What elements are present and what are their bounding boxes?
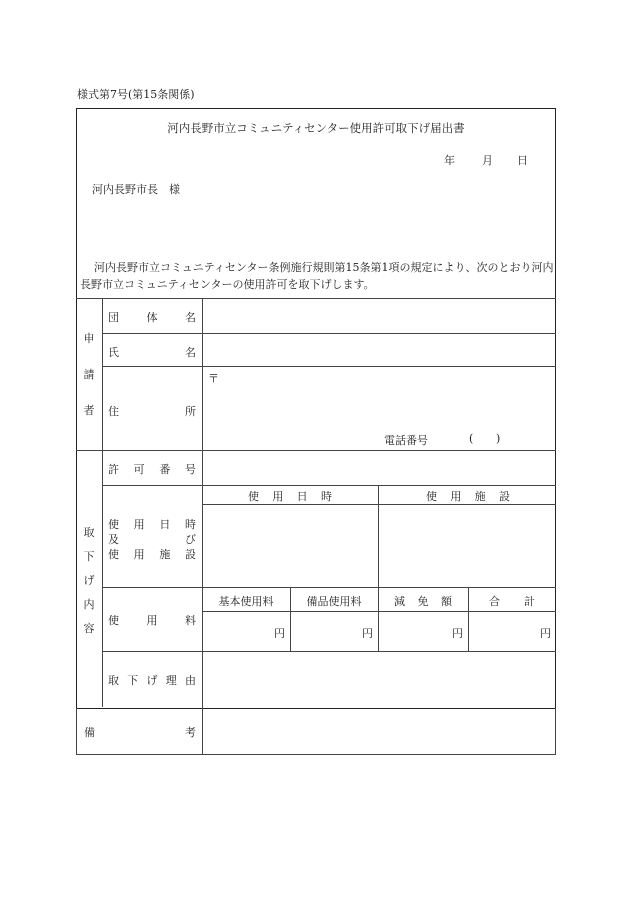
label-char: 用	[450, 490, 462, 503]
col-facility-header	[426, 488, 510, 504]
label-char: 内	[83, 598, 95, 611]
date-day: 日	[517, 154, 528, 167]
label-char: 団	[108, 311, 119, 324]
label-char: 可	[133, 463, 145, 476]
form-number: 様式第7号(第15条関係)	[77, 88, 195, 101]
yen-unit: 円	[540, 627, 551, 640]
label-char: 用	[133, 518, 145, 531]
label-char: び	[185, 533, 196, 546]
body-text: 河内長野市立コミュニティセンター条例施行規則第15条第1項の規定により、次のとおり河内長野市立コミュニティセンターの使用許可を取下げします。	[80, 261, 554, 291]
rule	[202, 504, 556, 505]
label-char: 号	[184, 463, 196, 476]
reason-label	[108, 672, 196, 688]
rule	[102, 485, 556, 486]
label-char: 減	[394, 595, 405, 608]
label-char: 許	[108, 463, 119, 476]
label-char: 料	[185, 614, 196, 627]
rule	[468, 587, 469, 651]
label-char: 氏	[108, 346, 119, 359]
withdrawal-form	[76, 108, 556, 754]
label-char: 由	[185, 674, 196, 687]
label-char: 使	[108, 518, 119, 531]
label-char: 使	[248, 490, 259, 503]
label-char: 用	[133, 548, 145, 561]
reduction-header	[394, 593, 452, 609]
basic-fee-header: 基本使用料	[218, 595, 274, 608]
phone-paren-open: (	[469, 432, 474, 445]
total-header	[489, 593, 535, 609]
label-char: 備	[84, 726, 95, 739]
yen-unit: 円	[362, 627, 373, 640]
label-char: 請	[83, 368, 95, 381]
label-char: 番	[159, 463, 171, 476]
withdrawal-section-label	[78, 524, 100, 636]
label-char: 者	[83, 404, 95, 417]
label-char: 取	[83, 526, 95, 539]
rule	[76, 298, 556, 299]
label-char: 申	[83, 332, 95, 345]
equipment-fee-header: 備品使用料	[306, 595, 362, 608]
label-char: 時	[320, 490, 332, 503]
rule	[102, 333, 556, 334]
yen-unit: 円	[274, 627, 285, 640]
label-char: 用	[272, 490, 284, 503]
label-char: 下	[127, 674, 139, 687]
fee-label	[108, 612, 196, 628]
rule	[202, 298, 203, 754]
label-char: 使	[108, 614, 119, 627]
label-char: 考	[185, 726, 196, 739]
address-label	[108, 403, 196, 419]
rule	[102, 366, 556, 367]
label-char: 及	[108, 533, 119, 546]
form-title: 河内長野市立コミュニティセンター使用許可取下げ届出書	[167, 121, 465, 135]
name-label	[108, 344, 196, 360]
group-name-label	[108, 309, 196, 325]
label-char: 理	[165, 674, 177, 687]
label-char: 施	[159, 548, 171, 561]
label-char: 日	[296, 490, 308, 503]
label-char: 用	[146, 614, 158, 627]
date-month: 月	[482, 154, 493, 167]
label-char: 時	[184, 518, 196, 531]
label-char: 取	[108, 674, 119, 687]
phone-label: 電話番号	[384, 434, 428, 447]
col-datetime-header	[248, 488, 332, 504]
label-char: 計	[524, 595, 535, 608]
postal-mark: 〒	[208, 372, 219, 385]
label-char: 免	[417, 595, 429, 608]
label-char: 日	[159, 518, 171, 531]
label-char: 所	[185, 405, 196, 418]
label-char: 合	[489, 595, 500, 608]
datetime-label-line1	[108, 516, 196, 532]
rule	[555, 708, 556, 754]
rule	[76, 708, 77, 754]
addressee: 河内長野市長 様	[92, 183, 180, 196]
datetime-label-line2	[108, 531, 196, 547]
label-char: 使	[426, 490, 437, 503]
label-char: げ	[146, 674, 158, 687]
rule	[102, 298, 103, 707]
permit-number-label	[108, 461, 196, 477]
label-char: 施	[474, 490, 486, 503]
label-char: 住	[108, 405, 119, 418]
label-char: 設	[498, 490, 510, 503]
rule	[202, 611, 556, 612]
rule	[378, 485, 379, 587]
applicant-section-label	[78, 330, 100, 418]
rule	[76, 754, 556, 755]
label-char: 使	[108, 548, 119, 561]
label-char: 下	[83, 550, 95, 563]
date-year: 年	[444, 154, 455, 167]
rule	[378, 587, 379, 651]
rule	[102, 587, 556, 588]
label-char: 名	[185, 311, 196, 324]
rule	[102, 651, 556, 652]
label-char: 設	[184, 548, 196, 561]
label-char: 額	[441, 595, 452, 608]
label-char: 容	[83, 622, 95, 635]
label-char: 名	[185, 346, 196, 359]
rule	[76, 450, 556, 451]
label-char: 体	[146, 311, 158, 324]
phone-paren-close: )	[496, 432, 501, 445]
label-char: げ	[83, 574, 95, 587]
remarks-label	[84, 724, 196, 740]
datetime-label-line3	[108, 546, 196, 562]
yen-unit: 円	[452, 627, 463, 640]
